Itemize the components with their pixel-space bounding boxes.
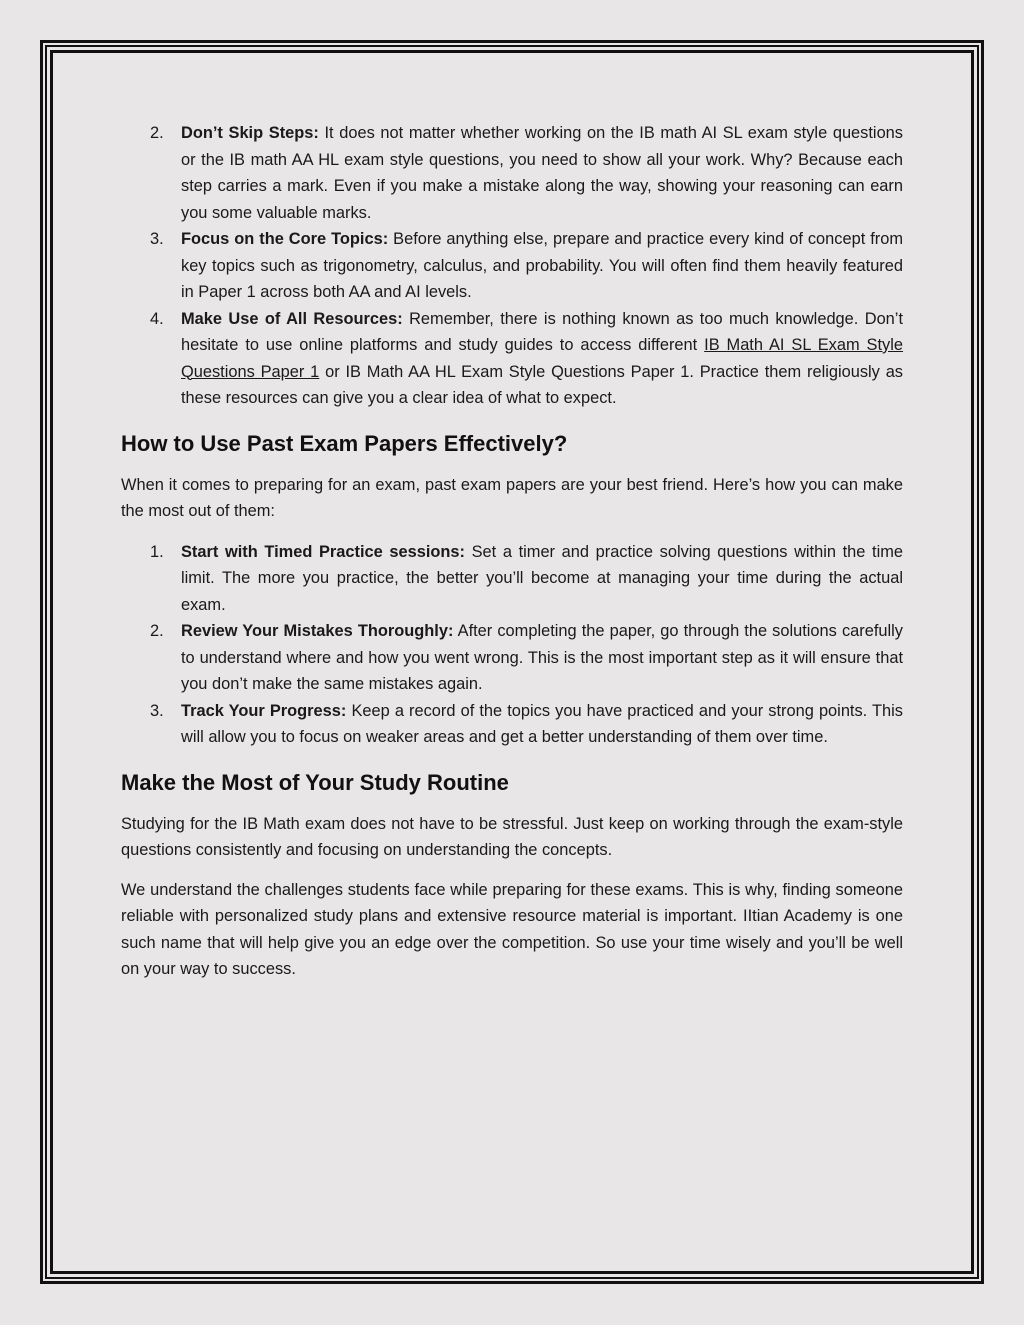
list-number: 2. [150,124,164,142]
list-item-text: or IB Math AA HL Exam Style Questions Paper 1. Practice them religiously as these resources can give you a clear idea of what to expect. [181,362,904,407]
paragraph: Studying for the IB Math exam does not have to be stressful. Just keep on working through the exam-style questions consistently and focusing on understanding the concepts. [121,814,903,859]
list-item-text: Set a timer and practice solving questions within the time limit. The more you practice, the better you’ll become at managing your time during the actual exam. [181,542,903,614]
list-item-text: It does not matter whether working on the IB math AI SL exam style questions or the IB math AA HL exam style questions, you need to show all your work. Why? Because each step carries a mark. Even if you make a mistake along the way, showing your reasoning can earn you some valuable marks. [181,124,903,222]
list-item [121,306,903,412]
paragraph: We understand the challenges students face while preparing for these exams. This is why, finding someone reliable with personalized study plans and extensive resource material is important. IItian Academy is one such name that will help give you an edge over the competition. So use your time wisely and you’ll be well on your way to success. [121,880,903,978]
list-item-title: Focus on the Core Topics: [181,230,389,248]
document-content [121,120,903,996]
list-item-title: Review Your Mistakes Thoroughly: [181,622,454,640]
section-heading-past-papers: How to Use Past Exam Papers Effectively? [121,430,568,456]
resource-link[interactable]: IB Math AI SL Exam Style Questions Paper 1 [181,336,903,381]
tips-list [121,120,903,412]
list-item [121,120,903,226]
list-item-text: Keep a record of the topics you have practiced and your strong points. This will allow you to focus on weaker areas and get a better understanding of them over time. [181,701,903,746]
list-item-title: Track Your Progress: [181,701,347,720]
list-item-text: Remember, there is nothing known as too much knowledge. Don’t hesitate to use online platforms and study guides to access different [181,309,903,354]
section-intro: When it comes to preparing for an exam, past exam papers are your best friend. Here’s how you can make the most out of them: [121,475,903,520]
list-item-title: Don’t Skip Steps: [181,124,319,142]
list-number: 2. [150,622,164,640]
list-number: 3. [150,230,164,248]
list-item-text: After completing the paper, go through the solutions carefully to understand where and how you went wrong. This is the most important step as it will ensure that you don’t make the same mistakes again. [181,622,903,693]
list-item-title: Make Use of All Resources: [181,309,403,328]
section-heading-study-routine: Make the Most of Your Study Routine [121,769,509,795]
list-number: 4. [150,309,164,328]
list-item [121,618,903,698]
list-item [121,698,903,751]
list-item [121,539,903,619]
list-item-text: Before anything else, prepare and practice every kind of concept from key topics such as trigonometry, calculus, and probability. You will often find them heavily featured in Paper 1 across both AA and AI levels. [181,230,904,301]
list-number: 1. [150,542,164,561]
list-number: 3. [150,701,164,720]
past-papers-list [121,539,903,751]
list-item-title: Start with Timed Practice sessions: [181,542,465,561]
list-item [121,226,903,306]
